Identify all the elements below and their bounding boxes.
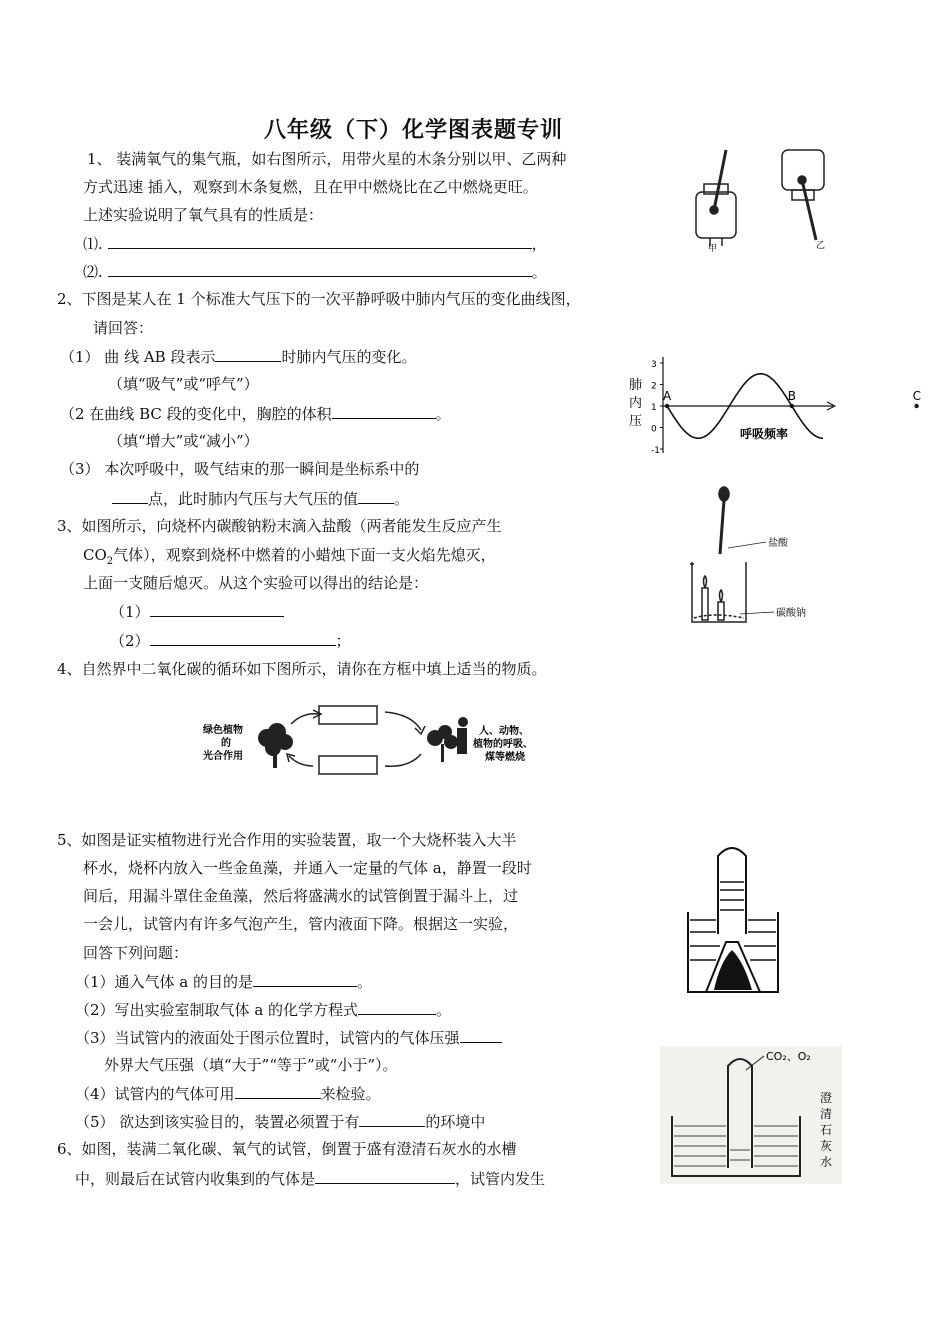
q5-blank-3[interactable] xyxy=(460,1027,502,1043)
arrow-top-left xyxy=(291,714,319,724)
q3-blank-2[interactable] xyxy=(150,630,336,646)
fig-label-acid: 盐酸 xyxy=(768,538,788,549)
q2-sub2-b: 。 xyxy=(435,405,451,423)
q6-line2 xyxy=(75,1168,545,1189)
q2-sub1-a: （1） 曲 线 AB 段表示 xyxy=(60,348,216,366)
q5-sub1-b: 。 xyxy=(357,973,373,991)
q1-line3: 上述实验说明了氧气具有的性质是： xyxy=(83,206,324,224)
q3-item2-label: （2） xyxy=(110,632,150,650)
q5-sub5-a: （5） 欲达到该实验目的，装置必须置于有 xyxy=(75,1113,360,1131)
dropper-bulb xyxy=(719,487,729,501)
q5-blank-2[interactable] xyxy=(358,999,436,1015)
q2-sub1 xyxy=(60,346,417,367)
chart-point-label-C: C xyxy=(912,389,921,403)
beaker xyxy=(692,562,746,622)
q2-sub3-c: 。 xyxy=(394,490,410,508)
fig-label-liquid-5: 水 xyxy=(820,1155,833,1169)
chart-ylabel-char-1: 肺 xyxy=(629,378,643,393)
arrow-top-right xyxy=(385,712,421,730)
bottle-jia xyxy=(696,150,736,246)
test-tube xyxy=(718,848,746,934)
q5-sub3-line2: 外界大气压强（填“大于”“等于”或“小于”）。 xyxy=(104,1056,398,1074)
q1-bottles-figure xyxy=(680,140,840,255)
q5-line5: 回答下列问题： xyxy=(83,944,189,962)
chart-ylabel-char-2: 内 xyxy=(629,396,643,411)
q3-chem: CO xyxy=(83,546,107,564)
dropper-tube xyxy=(720,500,724,554)
cycle-right-label-1: 人、动物、 xyxy=(479,726,529,737)
q5-blank-1[interactable] xyxy=(253,971,357,987)
fig-label-yi: 乙 xyxy=(816,241,826,251)
chart-ytick-label: 3 xyxy=(651,360,657,370)
chart-ytick-label: 2 xyxy=(651,381,657,392)
q1-answer-2 xyxy=(83,261,547,282)
chart-point-A xyxy=(665,404,669,408)
q5-blank-4[interactable] xyxy=(235,1083,321,1099)
fig-label-liquid-2: 清 xyxy=(820,1107,833,1121)
q2-sub2 xyxy=(60,403,451,424)
q6-line2-a: 中，则最后在试管内收集到的气体是 xyxy=(75,1170,316,1188)
q5-blank-5[interactable] xyxy=(359,1111,425,1127)
q3-item2-end: ； xyxy=(335,632,351,650)
q5-sub5 xyxy=(75,1111,485,1132)
q5-sub4-b: 来检验。 xyxy=(320,1085,381,1103)
cycle-left-label-1: 绿色植物 xyxy=(203,725,243,736)
q2-sub2-a: （2 在曲线 BC 段的变化中，胸腔的体积 xyxy=(60,405,332,423)
fig-label-salt: 碳酸钠 xyxy=(776,608,806,619)
q5-line2: 杯水，烧杯内放入一些金鱼藻，并通入一定量的气体 a，静置一段时 xyxy=(83,859,532,877)
q1-item2-end: 。 xyxy=(531,263,547,281)
cycle-right-label-3: 煤等燃烧 xyxy=(485,752,525,763)
q2-blank-3[interactable] xyxy=(112,488,148,504)
q5-line3: 间后，用漏斗罩住金鱼藻，然后将盛满水的试管倒置于漏斗上，过 xyxy=(83,887,519,905)
q5-sub4-a: （4）试管内的气体可用 xyxy=(75,1085,235,1103)
chart-point-B xyxy=(790,404,794,408)
q3-beaker-figure xyxy=(680,484,815,630)
q4-line1: 4、自然界中二氧化碳的循环如下图所示，请你在方框中填上适当的物质。 xyxy=(57,660,547,678)
q5-sub1-a: （1）通入气体 a 的目的是 xyxy=(75,973,254,991)
q5-photosynthesis-figure xyxy=(680,842,785,1000)
bottle-yi xyxy=(782,150,824,240)
water-lines xyxy=(690,882,776,960)
q5-sub2 xyxy=(75,999,451,1020)
q6-trough-figure xyxy=(660,1046,842,1184)
q3-item1-label: （1） xyxy=(110,603,150,621)
q1-blank-1[interactable] xyxy=(108,233,532,249)
q6-blank-1[interactable] xyxy=(315,1168,455,1184)
q1-item1-label: ⑴. xyxy=(83,235,103,253)
q2-blank-2[interactable] xyxy=(332,403,436,419)
q6-line1: 6、如图，装满二氧化碳、氧气的试管，倒置于盛有澄清石灰水的水槽 xyxy=(57,1140,517,1158)
fig-label-jia: 甲 xyxy=(708,244,718,254)
q2-line1: 2、下图是某人在 1 个标准大气压下的一次平静呼吸中肺内气压的变化曲线图， xyxy=(57,290,581,308)
candle-lower xyxy=(718,602,724,620)
q2-sub3-b: 点，此时肺内气压与大气压的值 xyxy=(148,490,359,508)
q2-blank-1[interactable] xyxy=(215,346,281,362)
arrow-bottom-right xyxy=(385,754,421,766)
chart-yticks xyxy=(651,360,663,456)
q5-sub3-a: （3）当试管内的液面处于图示位置时，试管内的气体压强 xyxy=(75,1029,460,1047)
chart-ytick-label: -1 xyxy=(651,446,660,456)
q3-answer-1 xyxy=(110,601,284,622)
q2-sub3-line2 xyxy=(112,488,409,509)
q5-sub3 xyxy=(75,1027,502,1048)
q3-line3: 上面一支随后熄灭。从这个实验可以得出的结论是： xyxy=(83,574,429,592)
q2-sub1-b: 时肺内气压的变化。 xyxy=(281,348,417,366)
cycle-box-top[interactable] xyxy=(319,706,377,724)
q5-sub2-b: 。 xyxy=(436,1001,452,1019)
fig-label-liquid-1: 澄 xyxy=(820,1091,833,1105)
page-title: 八年级（下）化学图表题专训 xyxy=(264,117,564,143)
q3-answer-2 xyxy=(110,630,351,651)
q3-blank-1[interactable] xyxy=(150,601,284,617)
q6-line2-b: ，试管内发生 xyxy=(455,1170,546,1188)
flame-upper-icon xyxy=(704,576,707,588)
q5-line1: 5、如图是证实植物进行光合作用的实验装置，取一个大烧杯装入大半 xyxy=(57,831,517,849)
q2-sub3-line1: （3） 本次呼吸中，吸气结束的那一瞬间是坐标系中的 xyxy=(60,460,420,478)
fig-label-liquid-4: 灰 xyxy=(820,1139,833,1153)
chart-ylabel-char-3: 压 xyxy=(629,414,643,429)
q5-line4: 一会儿，试管内有许多气泡产生，管内液面下降。根据这一实验， xyxy=(83,915,519,933)
chart-point-label-B: B xyxy=(787,389,797,403)
cycle-box-bottom[interactable] xyxy=(319,756,377,774)
q5-sub4 xyxy=(75,1083,381,1104)
q1-item2-label: ⑵. xyxy=(83,263,103,281)
q3-line2 xyxy=(83,545,496,572)
q1-answer-1 xyxy=(83,233,547,254)
chart-xlabel: 呼吸频率 xyxy=(740,427,789,441)
cycle-left-label-3: 光合作用 xyxy=(203,751,243,762)
tree-right-icon xyxy=(427,717,468,762)
chart-points xyxy=(663,389,921,408)
q5-sub2-a: （2）写出实验室制取气体 a 的化学方程式 xyxy=(75,1001,359,1019)
q2-sub2-hint: （填“增大”或“减小”） xyxy=(108,432,259,450)
q3-line1: 3、如图所示，向烧杯内碳酸钠粉末滴入盐酸（两者能发生反应产生 xyxy=(57,517,502,535)
cycle-left-label-2: 的 xyxy=(221,738,231,749)
q1-item1-end: ， xyxy=(531,235,547,253)
q5-sub1 xyxy=(75,971,372,992)
q2-blank-4[interactable] xyxy=(358,488,394,504)
chart-ytick-label: 1 xyxy=(651,403,657,413)
arrow-bottom-left xyxy=(289,756,313,766)
chart-point-label-A: A xyxy=(663,389,672,403)
fig-label-liquid-3: 石 xyxy=(820,1123,833,1137)
q1-line1: 1、 装满氧气的集气瓶，如右图所示，用带火星的木条分别以甲、乙两种 xyxy=(87,150,567,168)
q2-line2: 请回答： xyxy=(93,319,154,337)
tree-left-icon xyxy=(258,723,293,768)
fig-label-gas: CO₂、O₂ xyxy=(766,1050,811,1063)
cycle-right-label-2: 植物的呼吸、 xyxy=(473,739,533,750)
q1-line2: 方式迅速 插入，观察到木条复燃，且在甲中燃烧比在乙中燃烧更旺。 xyxy=(83,178,538,196)
q5-sub5-b: 的环境中 xyxy=(425,1113,486,1131)
chart-point-C xyxy=(914,404,918,408)
q3-chem-sub: 2 xyxy=(106,556,114,567)
q3-line2-rest: 气体），观察到烧杯中燃着的小蜡烛下面一支火焰先熄灭， xyxy=(113,546,496,564)
co2-cycle-figure xyxy=(195,698,565,778)
pressure-chart xyxy=(625,345,921,465)
flame-lower-icon xyxy=(720,590,723,602)
q2-sub1-hint: （填“吸气”或“呼气”） xyxy=(108,375,259,393)
q1-blank-2[interactable] xyxy=(108,261,532,277)
chart-ytick-label: 0 xyxy=(651,424,657,435)
